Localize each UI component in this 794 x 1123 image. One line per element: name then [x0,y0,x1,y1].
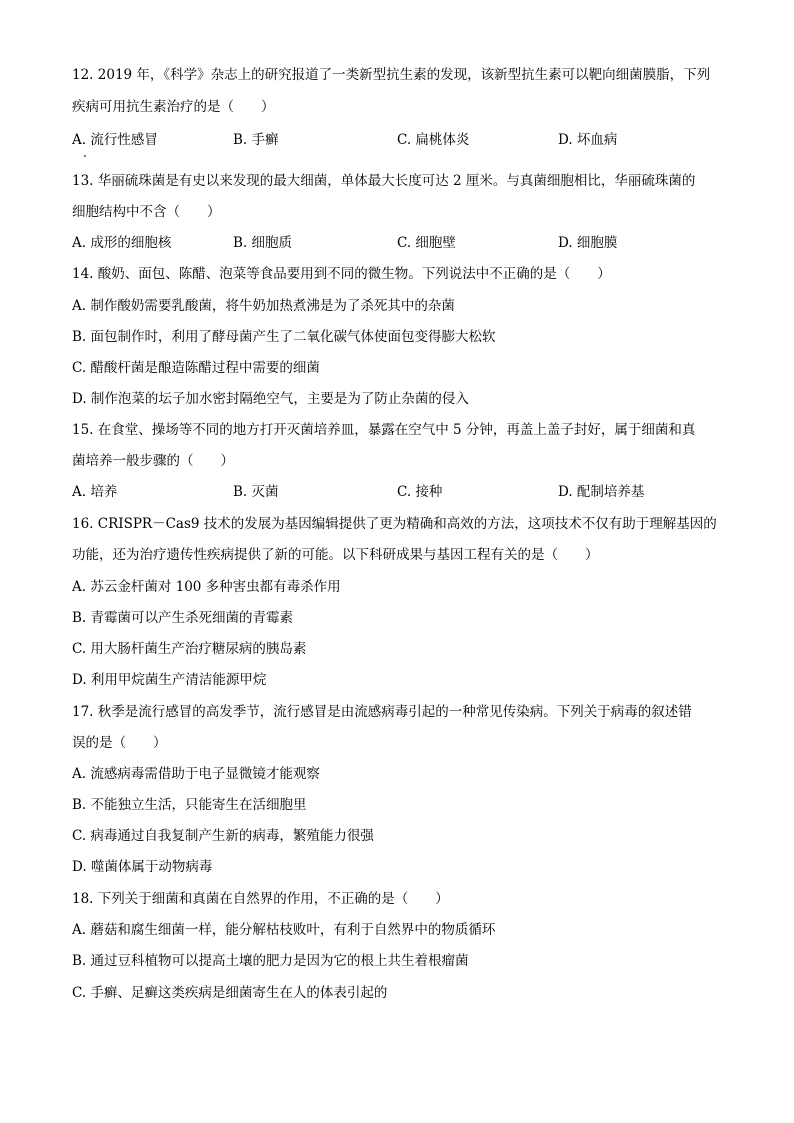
question-14-choice-a: A. 制作酸奶需要乳酸菌，将牛奶加热煮沸是为了杀死其中的杂菌 [72,298,455,314]
question-17-stem-line-2: 误的是（ ） [72,735,167,751]
question-15-stem-line-1: 15. 在食堂、操场等不同的地方打开灭菌培养皿，暴露在空气中 5 分钟，再盖上盖子封好，属于细菌和真 [72,422,696,438]
question-17-choice-d: D. 噬菌体属于动物病毒 [72,859,213,875]
question-13-option-b: B. 细胞质 [233,235,293,251]
question-14-choice-c: C. 醋酸杆菌是酿造陈醋过程中需要的细菌 [72,360,320,376]
question-15-option-c: C. 接种 [397,484,443,500]
question-13-stem-line-2: 细胞结构中不含（ ） [72,204,221,220]
question-17-choice-b: B. 不能独立生活，只能寄生在活细胞里 [72,797,307,813]
question-12-stem-line-2: 疾病可用抗生素治疗的是（ ） [72,99,275,115]
question-12-option-c: C. 扁桃体炎 [397,132,470,148]
question-18-choice-c: C. 手癣、足癣这类疾病是细菌寄生在人的体表引起的 [72,985,388,1001]
question-18-choice-b: B. 通过豆科植物可以提高土壤的肥力是因为它的根上共生着根瘤菌 [72,953,469,969]
question-13-option-d: D. 细胞膜 [558,235,618,251]
question-16-choice-c: C. 用大肠杆菌生产治疗糖尿病的胰岛素 [72,641,307,657]
question-17-choice-c: C. 病毒通过自我复制产生新的病毒，繁殖能力很强 [72,828,374,844]
question-16-choice-a: A. 苏云金杆菌对 100 多种害虫都有毒杀作用 [72,579,341,595]
question-16-choice-b: B. 青霉菌可以产生杀死细菌的青霉素 [72,610,294,626]
question-15-option-d: D. 配制培养基 [558,484,645,500]
question-14-choice-b: B. 面包制作时，利用了酵母菌产生了二氧化碳气体使面包变得膨大松软 [72,329,496,345]
question-13-option-c: C. 细胞壁 [397,235,456,251]
question-12-stem-line-1: 12. 2019 年，《科学》杂志上的研究报道了一类新型抗生素的发现，该新型抗生素可以靶向细菌膜脂，下列 [72,67,711,83]
stray-dot-mark [84,155,86,157]
question-16-stem-line-2: 功能，还为治疗遗传性疾病提供了新的可能。以下科研成果与基因工程有关的是（ ） [72,547,599,563]
question-12-option-a: A. 流行性感冒 [72,132,158,148]
question-16-stem-line-1: 16. CRISPR－Cas9 技术的发展为基因编辑提供了更为精确和高效的方法，这项技术不仅有助于理解基因的 [72,516,717,532]
question-16-choice-d: D. 利用甲烷菌生产清洁能源甲烷 [72,672,267,688]
question-15-option-a: A. 培养 [72,484,118,500]
question-17-stem-line-1: 17. 秋季是流行感冒的高发季节，流行感冒是由流感病毒引起的一种常见传染病。下列关于病毒的叙述错 [72,704,692,720]
question-12-option-b: B. 手癣 [233,132,279,148]
question-15-option-b: B. 灭菌 [233,484,279,500]
question-18-stem: 18. 下列关于细菌和真菌在自然界的作用，不正确的是（ ） [72,891,449,907]
question-14-stem: 14. 酸奶、面包、陈醋、泡菜等食品要用到不同的微生物。下列说法中不正确的是（ ） [72,266,611,282]
question-14-choice-d: D. 制作泡菜的坛子加水密封隔绝空气，主要是为了防止杂菌的侵入 [72,391,469,407]
question-13-option-a: A. 成形的细胞核 [72,235,172,251]
question-18-choice-a: A. 蘑菇和腐生细菌一样，能分解枯枝败叶，有利于自然界中的物质循环 [72,922,496,938]
question-12-option-d: D. 坏血病 [558,132,618,148]
question-17-choice-a: A. 流感病毒需借助于电子显微镜才能观察 [72,766,320,782]
question-13-stem-line-1: 13. 华丽硫珠菌是有史以来发现的最大细菌，单体最大长度可达 2 厘米。与真菌细胞相比，华丽硫珠菌的 [72,173,696,189]
question-15-stem-line-2: 菌培养一般步骤的（ ） [72,453,234,469]
